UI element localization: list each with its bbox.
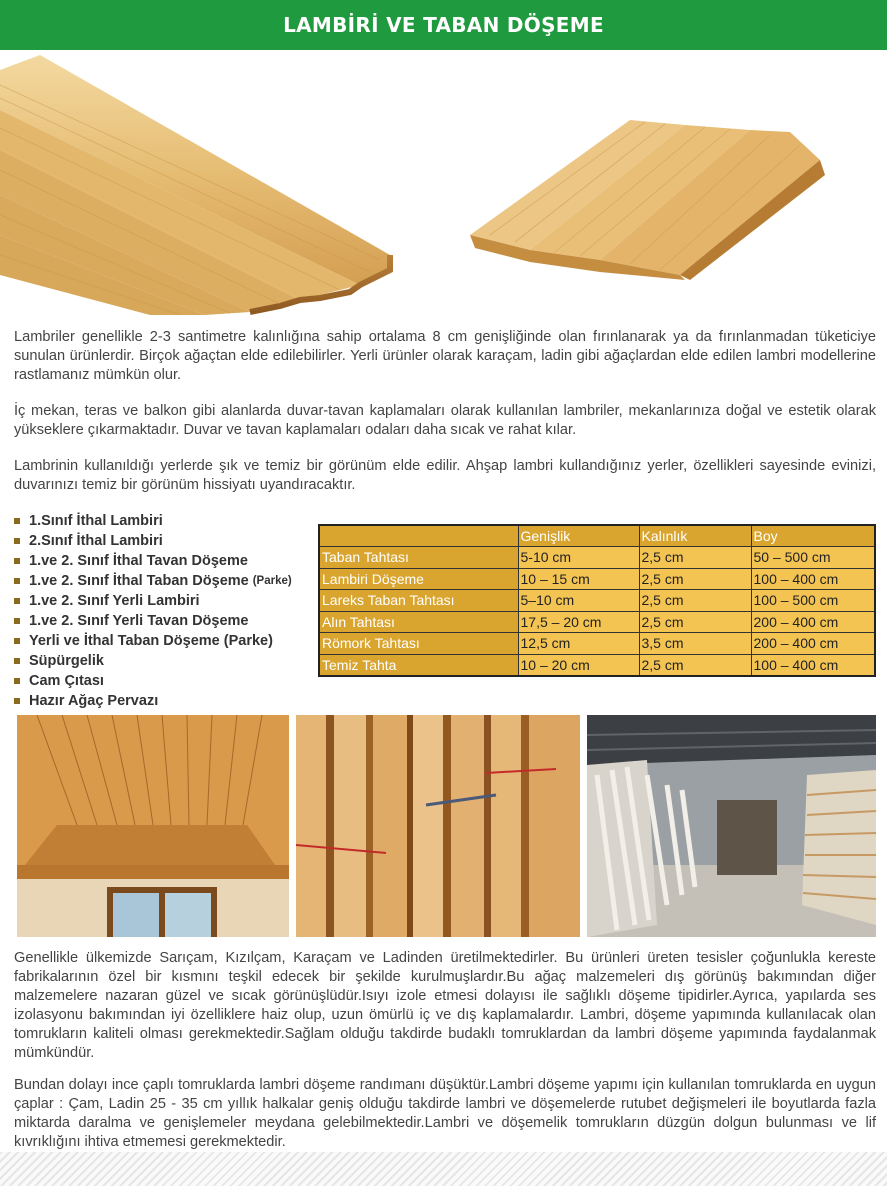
paneling-boards-photo xyxy=(0,50,400,315)
product-label: 1.Sınıf İthal Lambiri xyxy=(29,513,163,529)
bullet-icon xyxy=(14,658,20,664)
intro-paragraph: Lambriler genellikle 2-3 santimetre kalınlığına sahip ortalama 8 cm genişliğinde olan fırınlanarak ya da fırınlanmadan tüketiciye sunulan ürünlerdir. Birçok ağaçtan elde edilebilirler. Yerli ürünler olarak karaçam, ladin gibi ağaçlardan elde edilen lambri modellerine rastlamanız mümkün olur. xyxy=(14,329,876,383)
table-row xyxy=(319,568,875,590)
table-cell: 2,5 cm xyxy=(639,547,751,569)
table-cell: 100 – 500 cm xyxy=(751,590,875,612)
table-header-cell: Kalınlık xyxy=(639,525,751,547)
page-title: LAMBİRİ VE TABAN DÖŞEME xyxy=(283,13,604,37)
logs-paragraph: Bundan dolayı ince çaplı tomruklarda lambri döşeme randımanı düşüktür.Lambri döşeme yapımı için kullanılan tomruklarda en uygun çaplar : Çam, Ladin 25 - 35 cm yıllık halkalar geniş olduğu takdirde lambri ve döşemelerde rutubet değişmeleri ile boyutlarda fazla miktarda daralma ve genişlemeler meydana gelebilmektedir.Lambri ve döşemelik tomrukların düzgün dolgun bulunması ve lif kıvrıklığını ihtiva etmemesi gerekmektedir. xyxy=(14,1077,876,1150)
dimensions-table xyxy=(318,524,876,677)
product-note: (Parke) xyxy=(252,575,292,587)
list-item xyxy=(14,531,292,551)
bullet-icon xyxy=(14,558,20,564)
table-cell: 17,5 – 20 cm xyxy=(518,611,639,633)
table-row xyxy=(319,633,875,655)
row-label: Lambiri Döşeme xyxy=(319,568,518,590)
list-item xyxy=(14,671,292,691)
vertical-planks-photo xyxy=(296,715,580,937)
table-cell: 2,5 cm xyxy=(639,590,751,612)
row-label: Römork Tahtası xyxy=(319,633,518,655)
bullet-icon xyxy=(14,618,20,624)
list-item xyxy=(14,651,292,671)
wooden-ceiling-photo xyxy=(17,715,289,937)
bullet-icon xyxy=(14,598,20,604)
list-item xyxy=(14,511,292,531)
tongue-groove-boards-photo xyxy=(460,100,840,280)
table-cell: 10 – 20 cm xyxy=(518,654,639,676)
product-label: Hazır Ağaç Pervazı xyxy=(29,693,159,709)
product-label: 2.Sınıf İthal Lambiri xyxy=(29,533,163,549)
table-cell: 100 – 400 cm xyxy=(751,568,875,590)
list-item xyxy=(14,691,292,711)
row-label: Temiz Tahta xyxy=(319,654,518,676)
table-cell: 100 – 400 cm xyxy=(751,654,875,676)
table-cell: 5-10 cm xyxy=(518,547,639,569)
bullet-icon xyxy=(14,538,20,544)
product-label: Süpürgelik xyxy=(29,653,104,669)
list-item xyxy=(14,631,292,651)
table-cell: 200 – 400 cm xyxy=(751,611,875,633)
row-label: Lareks Taban Tahtası xyxy=(319,590,518,612)
table-cell: 50 – 500 cm xyxy=(751,547,875,569)
table-cell: 5–10 cm xyxy=(518,590,639,612)
list-item xyxy=(14,571,292,591)
product-label: Cam Çıtası xyxy=(29,673,104,689)
table-cell: 2,5 cm xyxy=(639,611,751,633)
table-row xyxy=(319,654,875,676)
table-header-cell xyxy=(319,525,518,547)
table-cell: 200 – 400 cm xyxy=(751,633,875,655)
page-header xyxy=(0,0,887,50)
product-label: 1.ve 2. Sınıf İthal Tavan Döşeme xyxy=(29,553,248,569)
warehouse-photo xyxy=(587,715,876,937)
table-cell: 2,5 cm xyxy=(639,654,751,676)
production-paragraph: Genellikle ülkemizde Sarıçam, Kızılçam, Karaçam ve Ladinden üretilmektedirler. Bu ürünleri üreten tesisler çoğunlukla kereste fabrikalarının özel bir kısmını teşkil edecek bir şekilde kurulmuşlardır.Bu ağaç malzemeleri dış görünüş bakımından diğer malzemelere nazaran güzel ve sıcak görünüşlüdür.Isıyı izole etmesi dolayısı ile sağlıklı döşeme tipidirler.Ayrıca, yapılarda ses izolasyonu bakımından iyi özelliklere haiz olup, uzun ömürlü iç ve dış kaplamalardır. Lambri, döşeme yapımında kullanılacak olan tomrukların kaliteli olması gerekmektedir.Sağlam olduğu takdirde budaklı tomruklardan da lambri döşeme yapımında faydalanmak mümkündür. xyxy=(14,950,876,1061)
list-item xyxy=(14,611,292,631)
table-row xyxy=(319,611,875,633)
footer-stripes xyxy=(0,1152,887,1186)
list-item xyxy=(14,551,292,571)
row-label: Alın Tahtası xyxy=(319,611,518,633)
table-row xyxy=(319,547,875,569)
product-label: Yerli ve İthal Taban Döşeme (Parke) xyxy=(29,633,273,649)
product-label: 1.ve 2. Sınıf Yerli Lambiri xyxy=(29,593,200,609)
bullet-icon xyxy=(14,698,20,704)
table-cell: 10 – 15 cm xyxy=(518,568,639,590)
bullet-icon xyxy=(14,638,20,644)
table-cell: 12,5 cm xyxy=(518,633,639,655)
product-label: 1.ve 2. Sınıf Yerli Tavan Döşeme xyxy=(29,613,249,629)
appearance-paragraph: Lambrinin kullanıldığı yerlerde şık ve temiz bir görünüm elde edilir. Ahşap lambri kullandığınız yerler, özellikleri sayesinde evinizi, duvarınızı temiz bir görünüm hissiyatı uyandıracaktır. xyxy=(14,458,876,493)
table-header-cell: Boy xyxy=(751,525,875,547)
bullet-icon xyxy=(14,678,20,684)
product-list xyxy=(14,511,292,711)
product-label: 1.ve 2. Sınıf İthal Taban Döşeme xyxy=(29,573,249,589)
usage-paragraph: İç mekan, teras ve balkon gibi alanlarda duvar-tavan kaplamaları olarak kullanılan lambriler, mekanlarınıza doğal ve estetik olarak yükseklere çıkarmaktadır. Duvar ve tavan kaplamaları odaları daha sıcak ve rahat kılar. xyxy=(14,403,876,438)
row-label: Taban Tahtası xyxy=(319,547,518,569)
table-row xyxy=(319,590,875,612)
bullet-icon xyxy=(14,578,20,584)
bullet-icon xyxy=(14,518,20,524)
table-header-cell: Genişlik xyxy=(518,525,639,547)
table-cell: 3,5 cm xyxy=(639,633,751,655)
table-cell: 2,5 cm xyxy=(639,568,751,590)
list-item xyxy=(14,591,292,611)
table-header-row xyxy=(319,525,875,547)
